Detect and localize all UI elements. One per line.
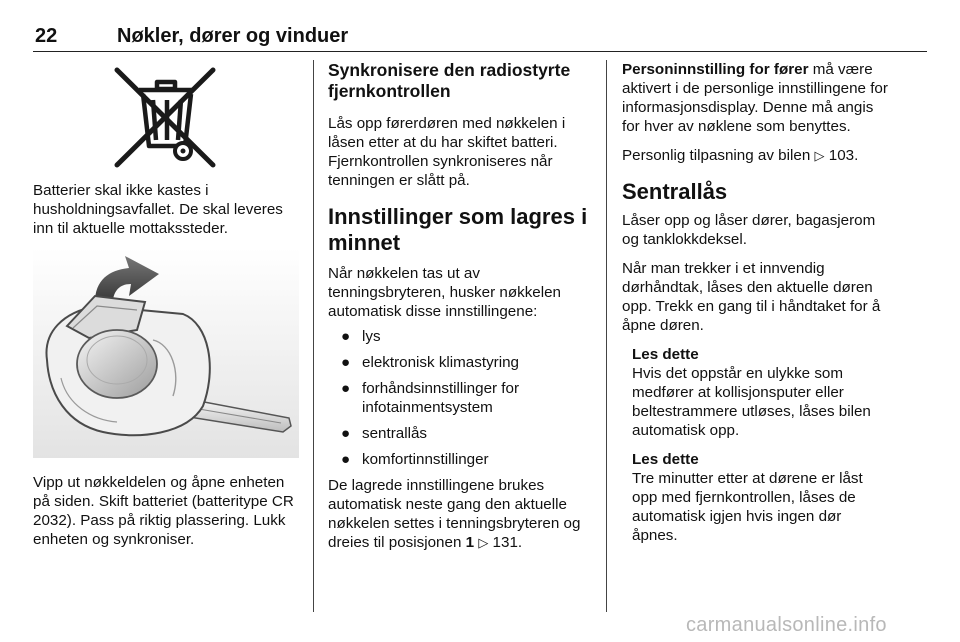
- list-item: ● sentrallås: [341, 425, 427, 442]
- column-middle: [328, 60, 594, 562]
- driver-setting-label: Personinnstilling for fører: [622, 61, 809, 78]
- bullet: ●: [341, 354, 351, 371]
- column-right: [622, 60, 888, 555]
- notice-title: Les dette: [632, 346, 699, 363]
- sync-text: Lås opp førerdøren med nøkkelen i låsen etter at du har skiftet batteri. Fjernkontrollen synkroniseres når tenningen er slått på.: [328, 115, 566, 189]
- watermark: carmanualsonline.info: [686, 614, 887, 636]
- position-number: 1: [465, 534, 475, 551]
- page-reference-link[interactable]: 103.: [828, 147, 859, 164]
- list-item: ● lys: [341, 328, 381, 345]
- list-item: ● elektronisk klimastyring: [341, 354, 519, 371]
- page-number: 22: [35, 25, 58, 47]
- bullet: ●: [341, 425, 351, 442]
- sync-heading: Synkronisere den radiostyrte fjernkontrollen: [328, 60, 571, 101]
- chapter-title: Nøkler, dører og vinduer: [117, 25, 349, 47]
- door-handle-text: Når man trekker i et innvendig dørhåndtak, låses den aktuelle døren opp. Trekk en gang til i håndtaket for å åpne døren.: [622, 260, 881, 334]
- page-header: [33, 22, 927, 52]
- battery-disposal-text: Batterier skal ikke kastes i husholdningsavfallet. De skal leveres inn til aktuelle mottakssteder.: [33, 182, 283, 237]
- memory-intro: Når nøkkelen tas ut av tenningsbryteren, husker nøkkelen automatisk disse innstillingene:: [328, 265, 562, 320]
- arrow-right-icon: ▷: [478, 535, 489, 550]
- central-lock-heading: Sentrallås: [622, 179, 728, 204]
- bullet: ●: [341, 451, 351, 468]
- notice-text: Tre minutter etter at dørene er låst opp med fjernkontrollen, låses de automatisk igjen hvis ingen dør åpnes.: [632, 470, 863, 544]
- memory-settings-list: [328, 327, 594, 469]
- bullet: ●: [341, 328, 351, 345]
- memory-heading: Innstillinger som lagres i minnet: [328, 204, 588, 255]
- driver-setting-text: Personinnstilling for fører må være aktivert i de personlige innstillingene for informasjonsdisplay. Denne må angis for hver av nøklene som benyttes.: [622, 61, 888, 135]
- central-lock-text: Låser opp og låser dører, bagasjerom og tanklokkdeksel.: [622, 212, 876, 248]
- arrow-right-icon: ▷: [814, 148, 825, 163]
- key-fob-illustration: [33, 248, 299, 458]
- notice-box: [622, 450, 888, 545]
- bullet: ●: [341, 380, 351, 397]
- memory-outro: De lagrede innstillingene brukes automatisk neste gang den aktuelle nøkkelen settes i tenningsbryteren og dreies til posisjonen 1 ▷ 131.: [328, 477, 581, 551]
- key-battery-instructions: Vipp ut nøkkeldelen og åpne enheten på siden. Skift batteriet (batteritype CR 2032). Pass på riktig plassering. Lukk enheten og synkroniser.: [33, 474, 294, 548]
- column-divider: [606, 60, 607, 612]
- notice-title: Les dette: [632, 451, 699, 468]
- notice-text: Hvis det oppstår en ulykke som medfører at kollisjonsputer eller beltestrammere utløses, låses bilen automatisk opp.: [632, 365, 871, 439]
- notice-box: [622, 345, 888, 440]
- page-reference-link[interactable]: 131.: [492, 534, 523, 551]
- list-item: ● forhåndsinnstillinger for infotainmentsystem: [341, 380, 520, 416]
- list-item: ● komfortinnstillinger: [341, 451, 489, 468]
- column-divider: [313, 60, 314, 612]
- crossed-out-wheelie-bin-icon: [113, 66, 217, 169]
- personalization-text: Personlig tilpasning av bilen ▷ 103.: [622, 147, 859, 164]
